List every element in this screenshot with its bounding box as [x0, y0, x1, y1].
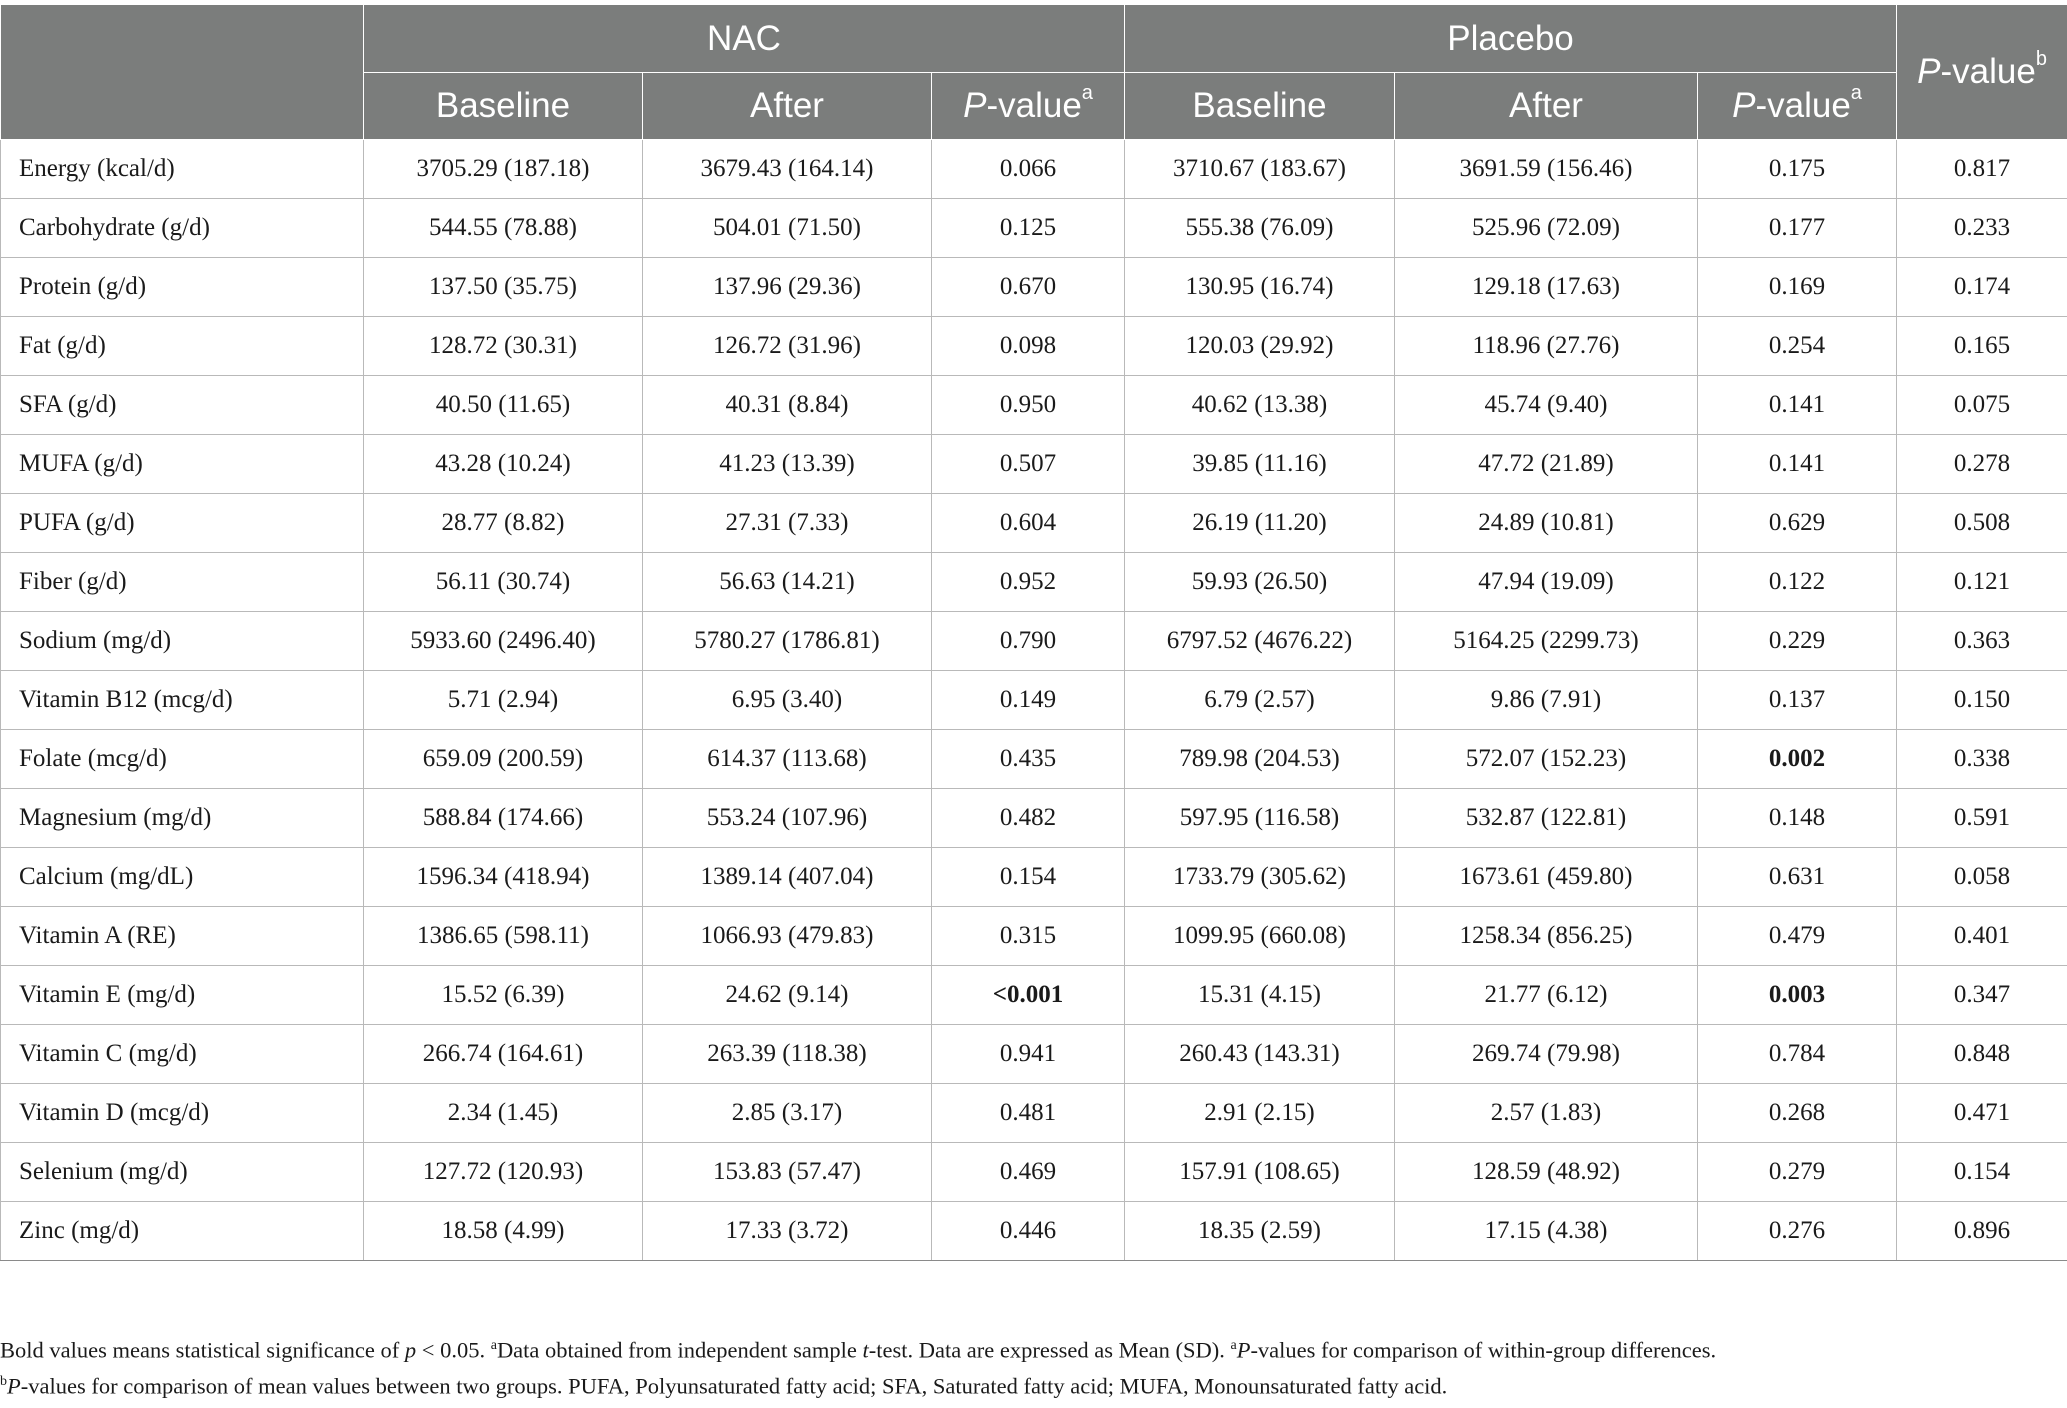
placebo-baseline-cell: 26.19 (11.20) — [1125, 494, 1395, 553]
between-pvalue-cell: 0.058 — [1897, 848, 2067, 907]
header-pvalue-text: -value — [986, 86, 1082, 125]
row-label: Fiber (g/d) — [1, 553, 364, 612]
placebo-baseline-cell: 39.85 (11.16) — [1125, 435, 1395, 494]
nac-pvalue-cell: 0.670 — [932, 258, 1125, 317]
header-sup-b: b — [2035, 48, 2047, 70]
footnote-line-1 — [0, 1330, 2060, 1366]
between-pvalue-cell: 0.508 — [1897, 494, 2067, 553]
nac-pvalue-cell: 0.469 — [932, 1143, 1125, 1202]
footnote-text: < 0.05. — [416, 1337, 491, 1363]
footnote-text: Data obtained from independent sample — [496, 1337, 863, 1363]
nac-baseline-cell: 40.50 (11.65) — [364, 376, 643, 435]
placebo-after-cell: 532.87 (122.81) — [1395, 789, 1698, 848]
placebo-baseline-cell: 555.38 (76.09) — [1125, 199, 1395, 258]
row-label: Folate (mcg/d) — [1, 730, 364, 789]
nac-pvalue-cell: 0.315 — [932, 907, 1125, 966]
between-pvalue-cell: 0.471 — [1897, 1084, 2067, 1143]
nac-baseline-cell: 2.34 (1.45) — [364, 1084, 643, 1143]
row-label: Vitamin E (mg/d) — [1, 966, 364, 1025]
placebo-after-cell: 17.15 (4.38) — [1395, 1202, 1698, 1261]
row-label: Magnesium (mg/d) — [1, 789, 364, 848]
placebo-baseline-cell: 789.98 (204.53) — [1125, 730, 1395, 789]
table-row — [1, 258, 2067, 317]
table-row — [1, 612, 2067, 671]
table-row — [1, 199, 2067, 258]
row-label: PUFA (g/d) — [1, 494, 364, 553]
nac-baseline-cell: 659.09 (200.59) — [364, 730, 643, 789]
placebo-after-cell: 45.74 (9.40) — [1395, 376, 1698, 435]
nac-after-cell: 153.83 (57.47) — [643, 1143, 932, 1202]
nac-baseline-cell: 588.84 (174.66) — [364, 789, 643, 848]
nac-pvalue-cell: 0.125 — [932, 199, 1125, 258]
placebo-pvalue-cell: 0.141 — [1698, 435, 1897, 494]
placebo-baseline-cell: 597.95 (116.58) — [1125, 789, 1395, 848]
placebo-baseline-cell: 1099.95 (660.08) — [1125, 907, 1395, 966]
nac-pvalue-cell: 0.507 — [932, 435, 1125, 494]
placebo-after-cell: 2.57 (1.83) — [1395, 1084, 1698, 1143]
nac-after-cell: 24.62 (9.14) — [643, 966, 932, 1025]
placebo-pvalue-cell: 0.276 — [1698, 1202, 1897, 1261]
nac-pvalue-cell: 0.154 — [932, 848, 1125, 907]
between-pvalue-cell: 0.363 — [1897, 612, 2067, 671]
table-row — [1, 1084, 2067, 1143]
table-row — [1, 317, 2067, 376]
nac-baseline-cell: 1596.34 (418.94) — [364, 848, 643, 907]
header-pvalue-p: P — [963, 86, 987, 125]
placebo-pvalue-cell: 0.002 — [1698, 730, 1897, 789]
nac-pvalue-cell: 0.952 — [932, 553, 1125, 612]
footnote-sup: a — [490, 1338, 497, 1353]
placebo-after-cell: 269.74 (79.98) — [1395, 1025, 1698, 1084]
nac-after-cell: 56.63 (14.21) — [643, 553, 932, 612]
placebo-after-cell: 1673.61 (459.80) — [1395, 848, 1698, 907]
footnote-sup: a — [1230, 1338, 1237, 1353]
table-row — [1, 789, 2067, 848]
placebo-after-cell: 1258.34 (856.25) — [1395, 907, 1698, 966]
placebo-baseline-cell: 2.91 (2.15) — [1125, 1084, 1395, 1143]
between-pvalue-cell: 0.817 — [1897, 140, 2067, 199]
nac-pvalue-cell: 0.950 — [932, 376, 1125, 435]
nac-baseline-cell: 544.55 (78.88) — [364, 199, 643, 258]
placebo-pvalue-cell: 0.141 — [1698, 376, 1897, 435]
nac-baseline-cell: 3705.29 (187.18) — [364, 140, 643, 199]
placebo-pvalue-cell: 0.229 — [1698, 612, 1897, 671]
table-row — [1, 494, 2067, 553]
between-pvalue-cell: 0.347 — [1897, 966, 2067, 1025]
nac-pvalue-cell: 0.066 — [932, 140, 1125, 199]
header-nac-after: After — [643, 73, 932, 140]
nac-pvalue-cell: 0.446 — [932, 1202, 1125, 1261]
placebo-baseline-cell: 40.62 (13.38) — [1125, 376, 1395, 435]
nac-baseline-cell: 1386.65 (598.11) — [364, 907, 643, 966]
nac-baseline-cell: 18.58 (4.99) — [364, 1202, 643, 1261]
row-label: Sodium (mg/d) — [1, 612, 364, 671]
row-label: Zinc (mg/d) — [1, 1202, 364, 1261]
placebo-after-cell: 24.89 (10.81) — [1395, 494, 1698, 553]
nac-after-cell: 2.85 (3.17) — [643, 1084, 932, 1143]
nac-after-cell: 137.96 (29.36) — [643, 258, 932, 317]
placebo-pvalue-cell: 0.177 — [1698, 199, 1897, 258]
table-row — [1, 1025, 2067, 1084]
nac-after-cell: 6.95 (3.40) — [643, 671, 932, 730]
placebo-after-cell: 47.94 (19.09) — [1395, 553, 1698, 612]
header-between-pvalue — [1897, 5, 2067, 140]
between-pvalue-cell: 0.278 — [1897, 435, 2067, 494]
placebo-pvalue-cell: 0.629 — [1698, 494, 1897, 553]
placebo-after-cell: 3691.59 (156.46) — [1395, 140, 1698, 199]
nac-after-cell: 40.31 (8.84) — [643, 376, 932, 435]
placebo-baseline-cell: 1733.79 (305.62) — [1125, 848, 1395, 907]
header-pvalue-p: P — [1917, 52, 1941, 91]
placebo-baseline-cell: 6.79 (2.57) — [1125, 671, 1395, 730]
footnote-italic: p — [404, 1337, 417, 1363]
footnote-italic: t — [862, 1337, 869, 1363]
nac-baseline-cell: 43.28 (10.24) — [364, 435, 643, 494]
between-pvalue-cell: 0.165 — [1897, 317, 2067, 376]
table-row — [1, 966, 2067, 1025]
table-row — [1, 848, 2067, 907]
nutrient-intake-table — [0, 4, 2067, 1261]
between-pvalue-cell: 0.150 — [1897, 671, 2067, 730]
row-label: Protein (g/d) — [1, 258, 364, 317]
placebo-baseline-cell: 130.95 (16.74) — [1125, 258, 1395, 317]
placebo-after-cell: 525.96 (72.09) — [1395, 199, 1698, 258]
nac-baseline-cell: 5933.60 (2496.40) — [364, 612, 643, 671]
between-pvalue-cell: 0.896 — [1897, 1202, 2067, 1261]
table-row — [1, 1202, 2067, 1261]
placebo-pvalue-cell: 0.268 — [1698, 1084, 1897, 1143]
table-row — [1, 435, 2067, 494]
nac-pvalue-cell: 0.790 — [932, 612, 1125, 671]
row-label: Vitamin A (RE) — [1, 907, 364, 966]
placebo-pvalue-cell: 0.003 — [1698, 966, 1897, 1025]
between-pvalue-cell: 0.591 — [1897, 789, 2067, 848]
between-pvalue-cell: 0.075 — [1897, 376, 2067, 435]
header-sup-a: a — [1850, 82, 1862, 104]
nac-pvalue-cell: 0.481 — [932, 1084, 1125, 1143]
between-pvalue-cell: 0.401 — [1897, 907, 2067, 966]
placebo-after-cell: 47.72 (21.89) — [1395, 435, 1698, 494]
placebo-after-cell: 118.96 (27.76) — [1395, 317, 1698, 376]
header-pvalue-p: P — [1732, 86, 1756, 125]
table-row — [1, 1143, 2067, 1202]
header-placebo-after: After — [1395, 73, 1698, 140]
footnote-text: -test. Data are expressed as Mean (SD). — [868, 1337, 1231, 1363]
nac-pvalue-cell: 0.149 — [932, 671, 1125, 730]
table-header — [1, 5, 2067, 140]
nac-pvalue-cell: <0.001 — [932, 966, 1125, 1025]
nac-baseline-cell: 266.74 (164.61) — [364, 1025, 643, 1084]
header-placebo-baseline: Baseline — [1125, 73, 1395, 140]
nac-baseline-cell: 5.71 (2.94) — [364, 671, 643, 730]
between-pvalue-cell: 0.233 — [1897, 199, 2067, 258]
placebo-pvalue-cell: 0.137 — [1698, 671, 1897, 730]
placebo-after-cell: 5164.25 (2299.73) — [1395, 612, 1698, 671]
nac-baseline-cell: 56.11 (30.74) — [364, 553, 643, 612]
table-row — [1, 553, 2067, 612]
table-row — [1, 140, 2067, 199]
footnote-text: -values for comparison of within-group differences. — [1250, 1337, 1717, 1363]
between-pvalue-cell: 0.121 — [1897, 553, 2067, 612]
footnote-text: -values for comparison of mean values between two groups. PUFA, Polyunsaturated fatty acid; SFA, Saturated fatty acid; MUFA, Monounsaturated fatty acid. — [20, 1373, 1448, 1398]
nac-after-cell: 41.23 (13.39) — [643, 435, 932, 494]
nac-after-cell: 126.72 (31.96) — [643, 317, 932, 376]
nac-pvalue-cell: 0.941 — [932, 1025, 1125, 1084]
placebo-after-cell: 9.86 (7.91) — [1395, 671, 1698, 730]
nac-pvalue-cell: 0.482 — [932, 789, 1125, 848]
row-label: Vitamin C (mg/d) — [1, 1025, 364, 1084]
table-row — [1, 730, 2067, 789]
placebo-after-cell: 21.77 (6.12) — [1395, 966, 1698, 1025]
placebo-after-cell: 128.59 (48.92) — [1395, 1143, 1698, 1202]
table-body — [1, 140, 2067, 1261]
placebo-after-cell: 572.07 (152.23) — [1395, 730, 1698, 789]
row-label: Energy (kcal/d) — [1, 140, 364, 199]
between-pvalue-cell: 0.848 — [1897, 1025, 2067, 1084]
placebo-baseline-cell: 18.35 (2.59) — [1125, 1202, 1395, 1261]
placebo-pvalue-cell: 0.169 — [1698, 258, 1897, 317]
header-placebo: Placebo — [1125, 5, 1897, 73]
placebo-baseline-cell: 59.93 (26.50) — [1125, 553, 1395, 612]
nac-after-cell: 263.39 (118.38) — [643, 1025, 932, 1084]
header-nac-pvalue — [932, 73, 1125, 140]
nac-pvalue-cell: 0.435 — [932, 730, 1125, 789]
footnote-text: Bold values means statistical significance of — [0, 1337, 405, 1363]
placebo-pvalue-cell: 0.279 — [1698, 1143, 1897, 1202]
row-label: SFA (g/d) — [1, 376, 364, 435]
row-label: MUFA (g/d) — [1, 435, 364, 494]
table-row — [1, 907, 2067, 966]
placebo-pvalue-cell: 0.631 — [1698, 848, 1897, 907]
row-label: Calcium (mg/dL) — [1, 848, 364, 907]
nac-after-cell: 17.33 (3.72) — [643, 1202, 932, 1261]
nac-after-cell: 1389.14 (407.04) — [643, 848, 932, 907]
nac-after-cell: 3679.43 (164.14) — [643, 140, 932, 199]
row-label: Carbohydrate (g/d) — [1, 199, 364, 258]
table-row — [1, 376, 2067, 435]
nac-after-cell: 504.01 (71.50) — [643, 199, 932, 258]
between-pvalue-cell: 0.154 — [1897, 1143, 2067, 1202]
nac-after-cell: 5780.27 (1786.81) — [643, 612, 932, 671]
nac-pvalue-cell: 0.098 — [932, 317, 1125, 376]
row-label: Vitamin B12 (mcg/d) — [1, 671, 364, 730]
placebo-baseline-cell: 260.43 (143.31) — [1125, 1025, 1395, 1084]
table-row — [1, 671, 2067, 730]
header-nac: NAC — [364, 5, 1125, 73]
nac-after-cell: 27.31 (7.33) — [643, 494, 932, 553]
header-pvalue-text: -value — [1755, 86, 1851, 125]
placebo-baseline-cell: 6797.52 (4676.22) — [1125, 612, 1395, 671]
header-blank-cell — [1, 5, 364, 140]
header-pvalue-text: -value — [1940, 52, 2036, 91]
nac-baseline-cell: 137.50 (35.75) — [364, 258, 643, 317]
footnote-sup: b — [0, 1373, 7, 1389]
header-nac-baseline: Baseline — [364, 73, 643, 140]
nac-pvalue-cell: 0.604 — [932, 494, 1125, 553]
placebo-pvalue-cell: 0.784 — [1698, 1025, 1897, 1084]
nac-baseline-cell: 127.72 (120.93) — [364, 1143, 643, 1202]
nac-baseline-cell: 15.52 (6.39) — [364, 966, 643, 1025]
between-pvalue-cell: 0.174 — [1897, 258, 2067, 317]
nac-after-cell: 1066.93 (479.83) — [643, 907, 932, 966]
between-pvalue-cell: 0.338 — [1897, 730, 2067, 789]
placebo-pvalue-cell: 0.175 — [1698, 140, 1897, 199]
placebo-baseline-cell: 120.03 (29.92) — [1125, 317, 1395, 376]
placebo-pvalue-cell: 0.254 — [1698, 317, 1897, 376]
footnote-italic: P — [1236, 1337, 1251, 1363]
placebo-baseline-cell: 3710.67 (183.67) — [1125, 140, 1395, 199]
footnote-line-2 — [0, 1366, 2060, 1402]
placebo-pvalue-cell: 0.122 — [1698, 553, 1897, 612]
nac-after-cell: 553.24 (107.96) — [643, 789, 932, 848]
placebo-baseline-cell: 15.31 (4.15) — [1125, 966, 1395, 1025]
row-label: Selenium (mg/d) — [1, 1143, 364, 1202]
placebo-pvalue-cell: 0.479 — [1698, 907, 1897, 966]
nac-after-cell: 614.37 (113.68) — [643, 730, 932, 789]
row-label: Vitamin D (mcg/d) — [1, 1084, 364, 1143]
footnote-italic: P — [7, 1373, 21, 1398]
placebo-pvalue-cell: 0.148 — [1698, 789, 1897, 848]
nac-baseline-cell: 28.77 (8.82) — [364, 494, 643, 553]
header-sup-a: a — [1081, 82, 1093, 104]
table-footnote — [0, 1330, 2060, 1401]
nac-baseline-cell: 128.72 (30.31) — [364, 317, 643, 376]
placebo-baseline-cell: 157.91 (108.65) — [1125, 1143, 1395, 1202]
placebo-after-cell: 129.18 (17.63) — [1395, 258, 1698, 317]
header-placebo-pvalue — [1698, 73, 1897, 140]
row-label: Fat (g/d) — [1, 317, 364, 376]
